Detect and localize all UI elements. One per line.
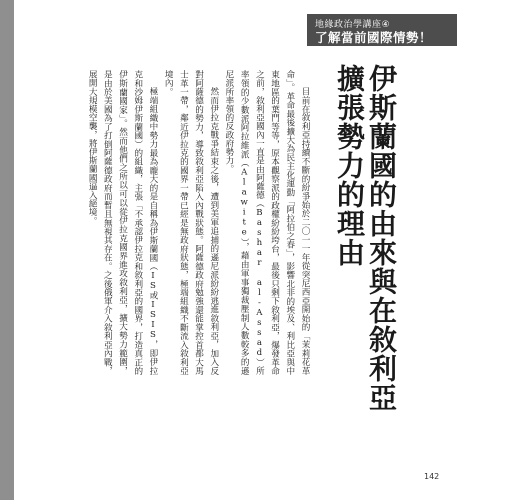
page-number: 142 [424,472,440,481]
paragraph-1: 目前在敘利亞持續不斷的紛爭始於二〇一一年從突尼西亞開始的「茉莉花革命」。革命最後擴大為民主化運動「阿拉伯之春」，影響北非的埃及、利比亞與中東地區的葉門等等，原本觀察派的政權紛紛垮台，最後只剩下敘利亞，爆發革命之前，敘利亞國內一直是由阿薩德（Bashar al-Assad）所率領的少數派阿拉維派（Alawite），藉由軍事獨裁壓制人數較多的遜尼派所率領的反政府勢力。 [223,70,310,375]
series-header-tab [307,14,457,46]
series-label: 地緣政治學講座④ [315,20,391,30]
paragraph-2: 然而伊拉克戰爭結束之後，遭到美軍追捕的遜尼派紛紛逃進敘利亞，加入反對阿薩德的勢力，導致敘利亞陷入內戰狀態。阿薩德政府勉強還能掌控首都大馬士革一帶，鄰近伊拉克的國界一帶已經是無政府狀態，極端組織不斷流入敘利亞境內。 [163,70,219,375]
page-edge-sidebar [0,0,14,500]
paragraph-3: 極端組織中勢力最為龐大的是自稱為伊斯蘭國（IS或ISIS，即伊拉克和沙姆伊斯蘭國）的組織，主張「不承認伊拉克和敘利亞的國界，打造真正的伊斯蘭國家」。然而他們之所以可以從伊拉克國界進攻敘利亞，擴大勢力範圍，是由於美國為了打倒阿薩德政府而暫且無視其存在。之後俄軍介入敘利亞內戰，展開大規模空襲，將伊斯蘭國逼入絕境。 [87,70,158,375]
chapter-title-line-2: 擴張勢力的理由 [333,64,366,267]
body-text [84,70,312,375]
chapter-title-line-1: 伊斯蘭國的由來與在敘利亞 [365,64,398,412]
series-subtitle: 了解當前國際情勢！ [315,30,433,45]
